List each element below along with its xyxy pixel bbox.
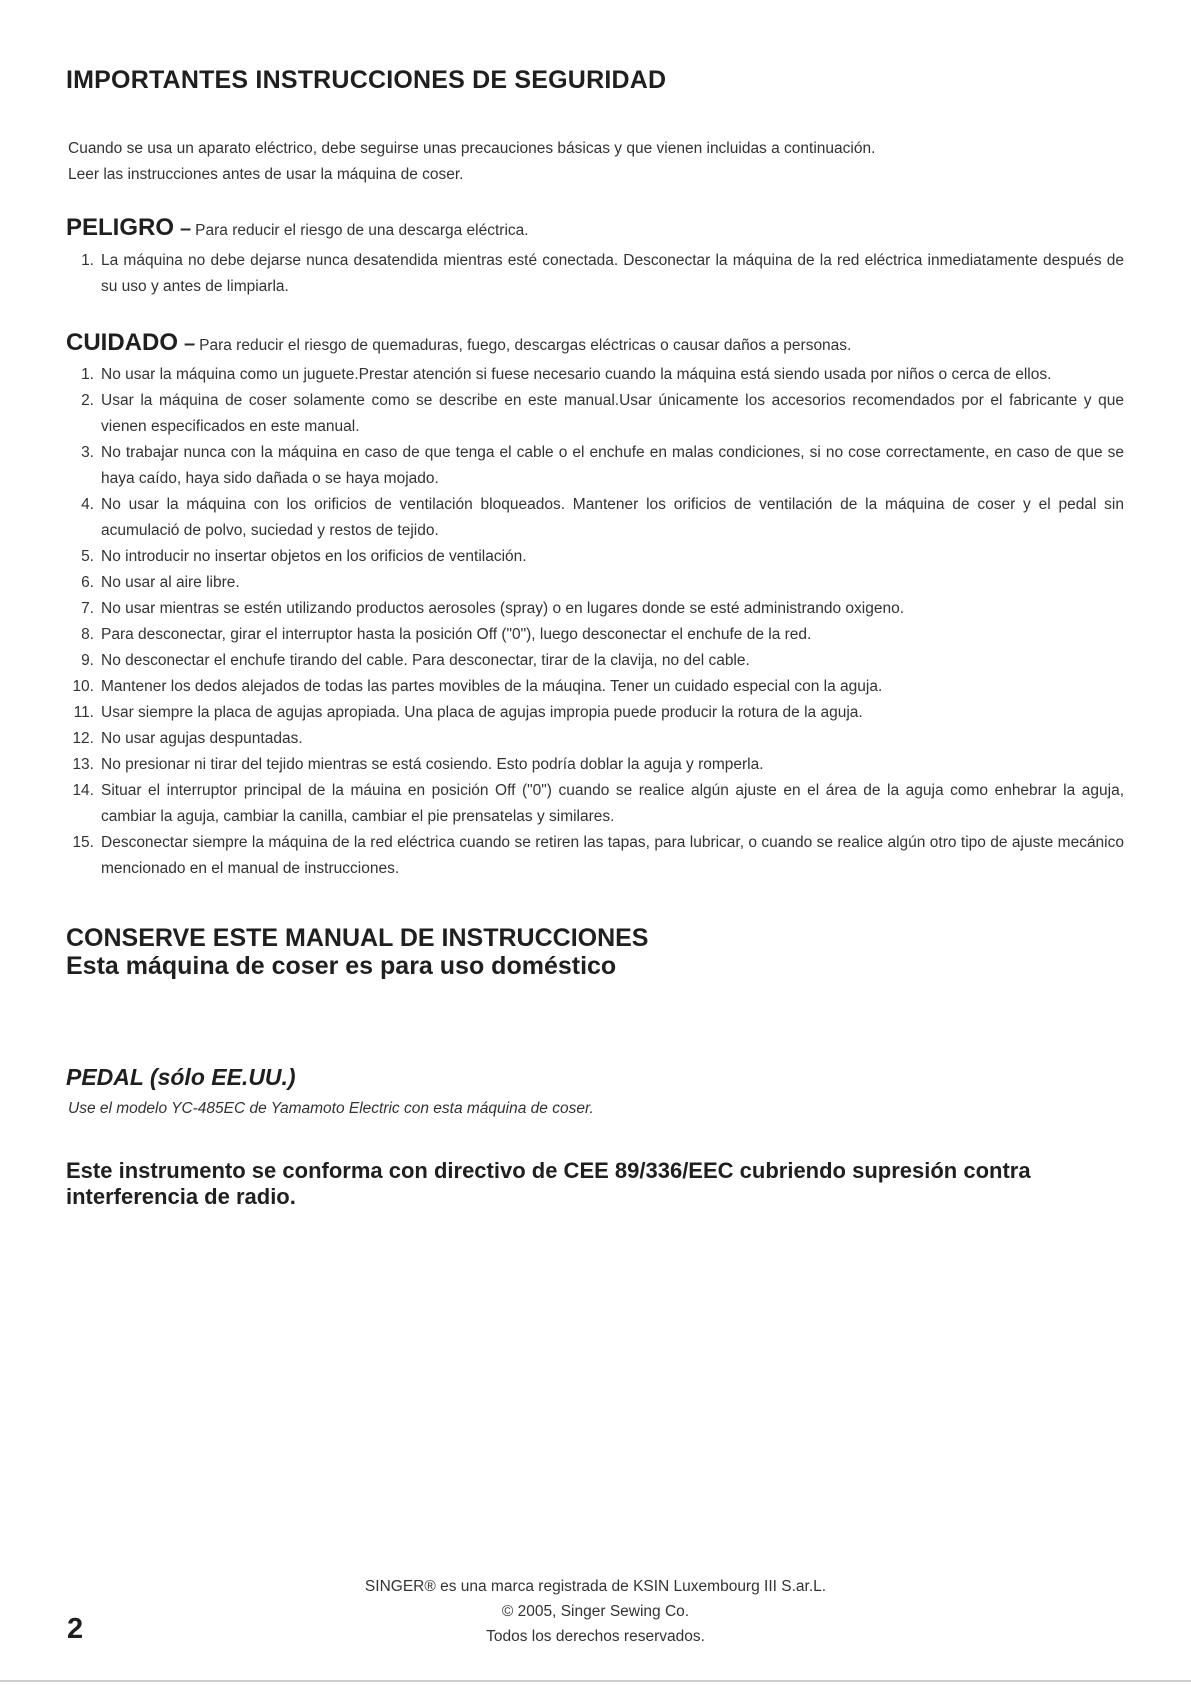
item-text: Desconectar siempre la máquina de la red eléctrica cuando se retiren las tapas, para lubricar, o cuando se realice algún otro tipo de ajuste mecánico mencionado en el manual de instrucciones. — [101, 834, 1124, 877]
pedal-text: Use el modelo YC-485EC de Yamamoto Electric con esta máquina de coser. — [68, 1100, 594, 1117]
item-number: 14. — [72, 782, 94, 799]
list-item — [68, 362, 1124, 388]
conserve-heading — [66, 924, 648, 980]
item-text: No presionar ni tirar del tejido mientras se está cosiendo. Esto podría doblar la aguja y romperla. — [101, 756, 764, 773]
list-item — [68, 830, 1124, 882]
copyright-line: © 2005, Singer Sewing Co. — [501, 1603, 690, 1620]
item-number: 1. — [81, 366, 94, 383]
pedal-title: PEDAL (sólo EE.UU.) — [66, 1064, 296, 1090]
list-item — [68, 648, 1124, 674]
list-item — [68, 440, 1124, 492]
item-number: 11. — [73, 704, 94, 721]
page-number: 2 — [67, 1613, 84, 1645]
intro-line: Cuando se usa un aparato eléctrico, debe seguirse unas precauciones básicas y que vienen incluidas a continuación. — [68, 140, 876, 157]
item-text: No trabajar nunca con la máquina en caso de que tenga el cable o el enchufe en malas condiciones, si no cose correctamente, en caso de que se haya caído, haya sido dañada o se haya mojado. — [101, 444, 1124, 487]
item-number: 10. — [72, 678, 94, 695]
household-use-line: Esta máquina de coser es para uso doméstico — [66, 952, 617, 980]
peligro-description: Para reducir el riesgo de una descarga eléctrica. — [195, 222, 529, 239]
list-item — [68, 388, 1124, 440]
cuidado-description: Para reducir el riesgo de quemaduras, fuego, descargas eléctricas o causar daños a personas. — [199, 337, 852, 354]
peligro-keyword: PELIGRO — [66, 214, 175, 241]
item-number: 15. — [72, 834, 94, 851]
item-text: No usar la máquina con los orificios de ventilación bloqueados. Mantener los orificios de ventilación de la máquina de coser y el pedal sin acumulació de polvo, suciedad y restos de tejido. — [101, 496, 1124, 539]
list-item — [68, 752, 1124, 778]
page-footer — [0, 1574, 1191, 1649]
cuidado-keyword: CUIDADO — [66, 329, 178, 356]
item-text: Para desconectar, girar el interruptor hasta la posición Off ("0"), luego desconectar el enchufe de la red. — [101, 626, 812, 643]
item-number: 12. — [72, 730, 94, 747]
item-text: Usar siempre la placa de agujas apropiada. Una placa de agujas impropia puede producir la rotura de la aguja. — [101, 704, 863, 721]
item-text: Usar la máquina de coser solamente como se describe en este manual.Usar únicamente los accesorios recomendados por el fabricante y que vienen especificados en este manual. — [101, 392, 1124, 435]
list-item — [68, 248, 1124, 300]
item-number: 2. — [81, 392, 94, 409]
item-number: 1. — [81, 252, 94, 269]
list-item — [68, 674, 1124, 700]
item-text: No usar mientras se estén utilizando productos aerosoles (spray) o en lugares donde se esté administrando oxigeno. — [101, 600, 905, 617]
cuidado-heading — [66, 329, 851, 357]
item-text: No introducir no insertar objetos en los orificios de ventilación. — [101, 548, 527, 565]
peligro-list — [68, 248, 1124, 300]
item-number: 3. — [81, 444, 94, 461]
item-text: No usar al aire libre. — [101, 574, 240, 591]
page-title: IMPORTANTES INSTRUCCIONES DE SEGURIDAD — [66, 66, 667, 94]
item-number: 9. — [81, 652, 94, 669]
item-text: No usar la máquina como un juguete.Prestar atención si fuese necesario cuando la máquina está siendo usada por niños o cerca de ellos. — [101, 366, 1052, 383]
heading-dash: – — [180, 218, 192, 240]
intro-line: Leer las instrucciones antes de usar la máquina de coser. — [68, 166, 464, 183]
list-item — [68, 492, 1124, 544]
intro-paragraph — [68, 136, 1128, 188]
item-text: No usar agujas despuntadas. — [101, 730, 303, 747]
cee-notice: Este instrumento se conforma con directivo de CEE 89/336/EEC cubriendo supresión contra interferencia de radio. — [66, 1158, 1031, 1209]
item-text: La máquina no debe dejarse nunca desatendida mientras esté conectada. Desconectar la máquina de la red eléctrica inmediatamente después de su uso y antes de limpiarla. — [101, 252, 1124, 295]
conserve-line: CONSERVE ESTE MANUAL DE INSTRUCCIONES — [66, 924, 649, 952]
item-number: 7. — [81, 600, 94, 617]
peligro-heading — [66, 214, 529, 242]
item-number: 4. — [81, 496, 94, 513]
cuidado-list — [68, 362, 1124, 882]
item-number: 5. — [81, 548, 94, 565]
bottom-divider — [0, 1680, 1191, 1682]
list-item — [68, 778, 1124, 830]
rights-line: Todos los derechos reservados. — [486, 1628, 705, 1645]
item-text: Mantener los dedos alejados de todas las partes movibles de la máuqina. Tener un cuidado especial con la aguja. — [101, 678, 883, 695]
item-number: 8. — [81, 626, 94, 643]
item-text: Situar el interruptor principal de la máuina en posición Off ("0") cuando se realice algún ajuste en el área de la aguja como enhebrar la aguja, cambiar la aguja, cambiar la canilla, cambiar el pie prensatelas y similares. — [101, 782, 1124, 825]
list-item — [68, 596, 1124, 622]
list-item — [68, 544, 1124, 570]
list-item — [68, 622, 1124, 648]
heading-dash: – — [184, 333, 196, 355]
list-item — [68, 570, 1124, 596]
trademark-line: SINGER® es una marca registrada de KSIN Luxembourg III S.ar.L. — [364, 1578, 827, 1595]
list-item — [68, 726, 1124, 752]
list-item — [68, 700, 1124, 726]
item-number: 13. — [72, 756, 94, 773]
item-text: No desconectar el enchufe tirando del cable. Para desconectar, tirar de la clavija, no del cable. — [101, 652, 750, 669]
item-number: 6. — [81, 574, 94, 591]
